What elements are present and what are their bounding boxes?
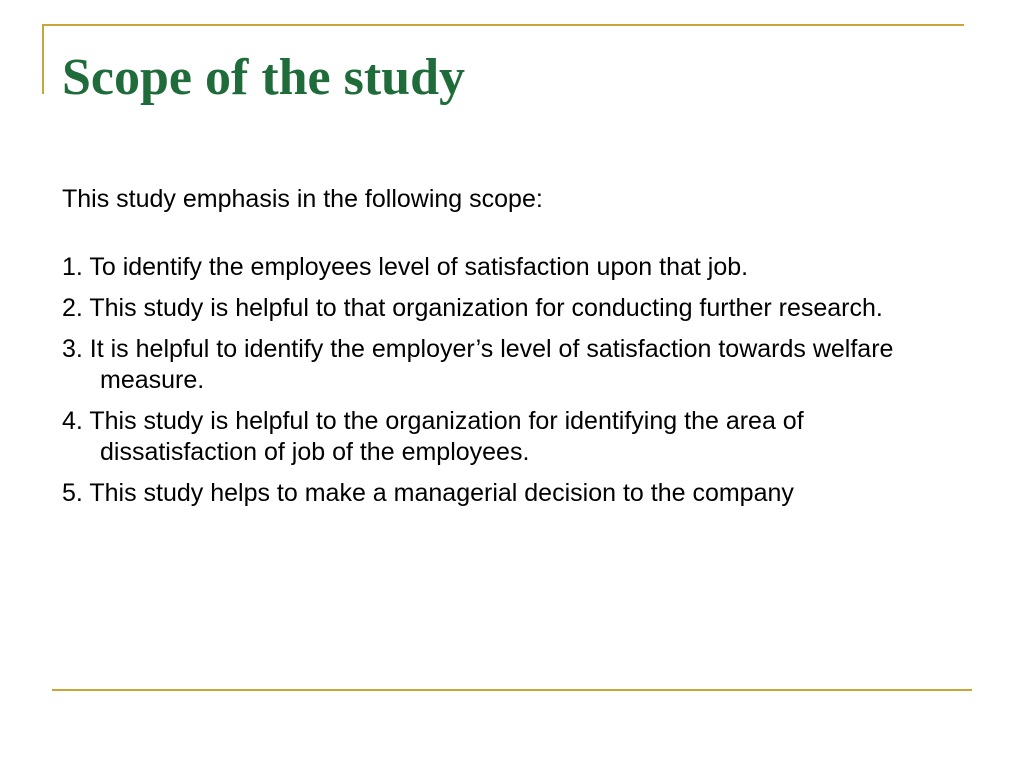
- intro-text: This study emphasis in the following scope:: [62, 185, 543, 213]
- bottom-accent-line: [52, 689, 972, 691]
- list-item: 2. This study is helpful to that organization for conducting further research.: [62, 294, 883, 322]
- slide-title: Scope of the study: [62, 49, 466, 106]
- list-item: 3. It is helpful to identify the employer’s level of satisfaction towards welfare measure.: [62, 335, 894, 394]
- slide-body: [62, 184, 962, 519]
- scope-list: [62, 252, 962, 509]
- top-accent-line: [42, 24, 964, 26]
- list-item: 4. This study is helpful to the organization for identifying the area of dissatisfaction of job of the employees.: [62, 407, 804, 466]
- list-item: 5. This study helps to make a managerial decision to the company: [62, 479, 794, 507]
- left-accent-line: [42, 24, 44, 94]
- list-item: 1. To identify the employees level of satisfaction upon that job.: [62, 253, 749, 281]
